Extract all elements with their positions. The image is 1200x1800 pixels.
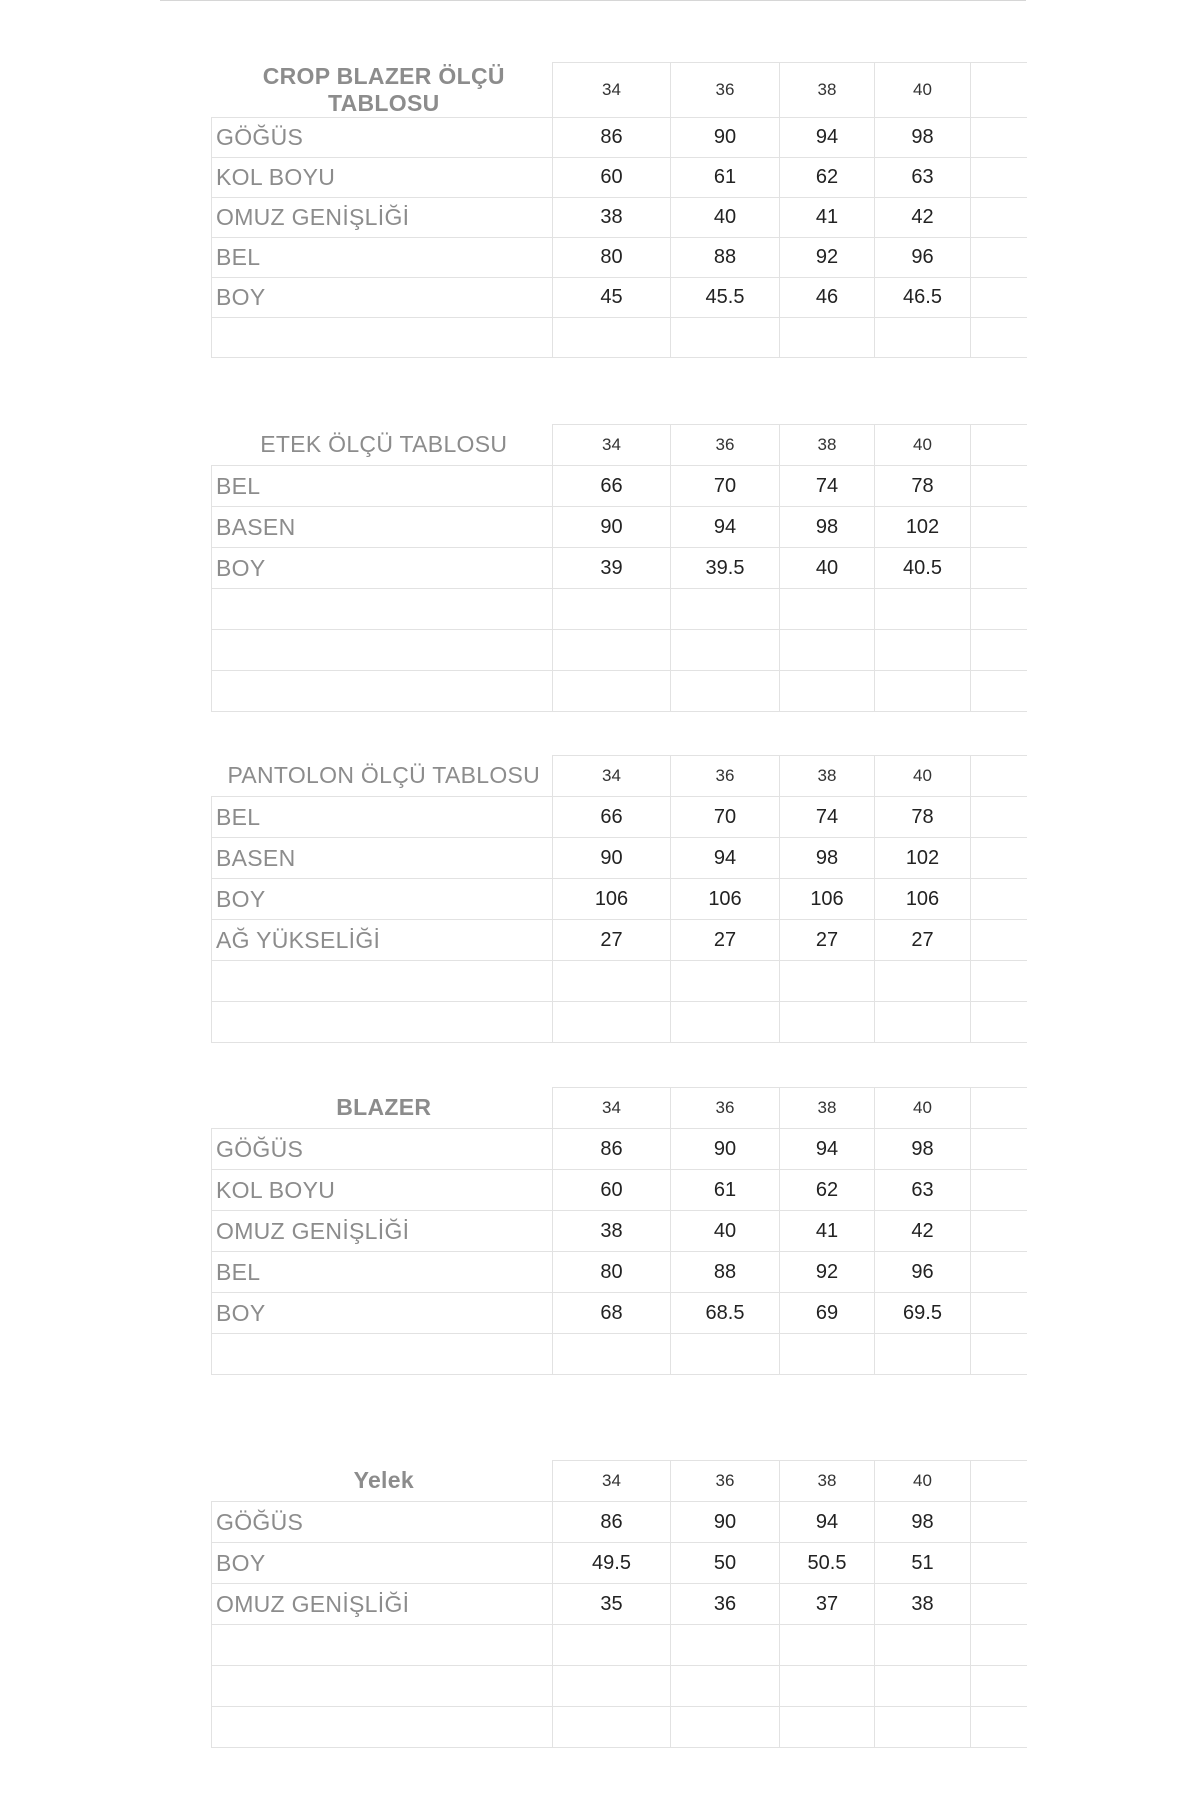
- empty-cell: [671, 961, 780, 1002]
- empty-cell: [971, 317, 1027, 357]
- table-title: BLAZER: [212, 1088, 553, 1129]
- empty-cell: [971, 277, 1027, 317]
- table-row: [212, 1170, 1027, 1211]
- measurement-value: 27: [671, 920, 780, 961]
- measurement-value: 51: [875, 1543, 971, 1584]
- empty-row: [212, 1707, 1027, 1748]
- measurement-value: 96: [875, 1252, 971, 1293]
- measurement-value: 94: [671, 507, 780, 548]
- measurement-value: 63: [875, 157, 971, 197]
- measurement-value: 78: [875, 797, 971, 838]
- table-title: ETEK ÖLÇÜ TABLOSU: [212, 425, 553, 466]
- empty-row: [212, 1666, 1027, 1707]
- empty-cell: [971, 237, 1027, 277]
- size-header-40: 40: [875, 1461, 971, 1502]
- measurement-value: 94: [780, 1502, 875, 1543]
- empty-cell: [212, 671, 553, 712]
- measurement-label: BEL: [212, 797, 553, 838]
- measurement-value: 35: [553, 1584, 671, 1625]
- measurement-value: 42: [875, 197, 971, 237]
- empty-cell: [875, 317, 971, 357]
- measurement-value: 61: [671, 157, 780, 197]
- size-header-36: 36: [671, 425, 780, 466]
- empty-cell: [671, 317, 780, 357]
- measurement-label: KOL BOYU: [212, 1170, 553, 1211]
- measurement-value: 80: [553, 237, 671, 277]
- measurement-value: 39.5: [671, 548, 780, 589]
- empty-cell: [671, 1002, 780, 1043]
- measurement-value: 62: [780, 1170, 875, 1211]
- measurement-value: 90: [671, 1129, 780, 1170]
- empty-cell: [971, 1211, 1027, 1252]
- measurement-value: 90: [553, 507, 671, 548]
- measurement-value: 38: [553, 1211, 671, 1252]
- pantolon-size-table: [211, 755, 1027, 1043]
- empty-cell: [971, 1707, 1027, 1748]
- empty-cell: [971, 879, 1027, 920]
- table-row: [212, 1211, 1027, 1252]
- empty-cell: [875, 671, 971, 712]
- yelek-size-table: [211, 1460, 1027, 1748]
- empty-cell: [780, 589, 875, 630]
- empty-cell: [671, 589, 780, 630]
- empty-cell: [971, 157, 1027, 197]
- measurement-label: BOY: [212, 548, 553, 589]
- measurement-label: BASEN: [212, 838, 553, 879]
- empty-cell: [971, 961, 1027, 1002]
- empty-cell: [780, 671, 875, 712]
- empty-row: [212, 1334, 1027, 1375]
- table-header-row: [212, 756, 1027, 797]
- measurement-label: GÖĞÜS: [212, 117, 553, 157]
- table-row: [212, 277, 1027, 317]
- empty-cell: [553, 1625, 671, 1666]
- empty-row: [212, 961, 1027, 1002]
- empty-cell: [971, 589, 1027, 630]
- measurement-label: BASEN: [212, 507, 553, 548]
- empty-cell: [553, 1334, 671, 1375]
- measurement-value: 88: [671, 1252, 780, 1293]
- measurement-value: 94: [780, 117, 875, 157]
- empty-row: [212, 317, 1027, 357]
- empty-cell: [971, 1002, 1027, 1043]
- empty-cell: [971, 197, 1027, 237]
- table-row: [212, 157, 1027, 197]
- empty-cell: [671, 1334, 780, 1375]
- blazer-size-table: [211, 1087, 1027, 1375]
- empty-cell: [971, 1502, 1027, 1543]
- measurement-value: 62: [780, 157, 875, 197]
- measurement-label: BOY: [212, 1543, 553, 1584]
- measurement-value: 68.5: [671, 1293, 780, 1334]
- measurement-value: 60: [553, 1170, 671, 1211]
- measurement-label: GÖĞÜS: [212, 1502, 553, 1543]
- size-header-34: 34: [553, 1088, 671, 1129]
- measurement-value: 46: [780, 277, 875, 317]
- measurement-value: 66: [553, 466, 671, 507]
- size-header-38: 38: [780, 756, 875, 797]
- measurement-value: 86: [553, 1129, 671, 1170]
- measurement-value: 50.5: [780, 1543, 875, 1584]
- measurement-value: 61: [671, 1170, 780, 1211]
- measurement-value: 36: [671, 1584, 780, 1625]
- empty-cell: [875, 1625, 971, 1666]
- empty-cell: [971, 838, 1027, 879]
- measurement-value: 41: [780, 1211, 875, 1252]
- measurement-value: 98: [780, 838, 875, 879]
- top-divider: [160, 0, 1026, 1]
- empty-cell: [780, 1666, 875, 1707]
- size-header-38: 38: [780, 425, 875, 466]
- empty-cell: [553, 1002, 671, 1043]
- size-header-40: 40: [875, 63, 971, 118]
- empty-cell: [212, 317, 553, 357]
- table-row: [212, 1584, 1027, 1625]
- empty-cell: [780, 1625, 875, 1666]
- empty-cell: [671, 1625, 780, 1666]
- empty-cell: [212, 1666, 553, 1707]
- size-header-38: 38: [780, 1461, 875, 1502]
- size-header-34: 34: [553, 756, 671, 797]
- table-title: CROP BLAZER ÖLÇÜ TABLOSU: [212, 63, 553, 118]
- measurement-value: 106: [875, 879, 971, 920]
- measurement-value: 98: [875, 117, 971, 157]
- empty-cell: [971, 1088, 1027, 1129]
- measurement-value: 40: [780, 548, 875, 589]
- empty-cell: [971, 1334, 1027, 1375]
- table-row: [212, 197, 1027, 237]
- measurement-value: 92: [780, 237, 875, 277]
- empty-cell: [971, 1252, 1027, 1293]
- measurement-value: 78: [875, 466, 971, 507]
- empty-cell: [971, 756, 1027, 797]
- empty-cell: [553, 317, 671, 357]
- empty-cell: [971, 425, 1027, 466]
- table-row: [212, 920, 1027, 961]
- measurement-value: 74: [780, 466, 875, 507]
- measurement-value: 66: [553, 797, 671, 838]
- measurement-label: BEL: [212, 1252, 553, 1293]
- empty-cell: [875, 589, 971, 630]
- empty-cell: [875, 1334, 971, 1375]
- empty-cell: [971, 1543, 1027, 1584]
- table-title: PANTOLON ÖLÇÜ TABLOSU: [212, 756, 553, 797]
- measurement-label: BEL: [212, 237, 553, 277]
- empty-cell: [553, 630, 671, 671]
- empty-cell: [212, 1334, 553, 1375]
- size-header-34: 34: [553, 425, 671, 466]
- table-row: [212, 879, 1027, 920]
- table-header-row: [212, 1461, 1027, 1502]
- empty-cell: [971, 630, 1027, 671]
- empty-cell: [212, 630, 553, 671]
- table-row: [212, 797, 1027, 838]
- measurement-value: 41: [780, 197, 875, 237]
- size-header-34: 34: [553, 1461, 671, 1502]
- empty-cell: [971, 671, 1027, 712]
- empty-cell: [971, 1666, 1027, 1707]
- measurement-value: 106: [780, 879, 875, 920]
- empty-cell: [971, 1461, 1027, 1502]
- empty-cell: [780, 317, 875, 357]
- table-header-row: [212, 63, 1027, 118]
- table-header-row: [212, 425, 1027, 466]
- empty-cell: [971, 548, 1027, 589]
- measurement-value: 98: [875, 1502, 971, 1543]
- size-header-36: 36: [671, 63, 780, 118]
- table-row: [212, 237, 1027, 277]
- empty-row: [212, 1002, 1027, 1043]
- measurement-value: 60: [553, 157, 671, 197]
- empty-cell: [971, 1170, 1027, 1211]
- measurement-value: 90: [553, 838, 671, 879]
- table-row: [212, 1502, 1027, 1543]
- table-row: [212, 1252, 1027, 1293]
- empty-cell: [671, 671, 780, 712]
- empty-cell: [212, 961, 553, 1002]
- measurement-value: 49.5: [553, 1543, 671, 1584]
- measurement-value: 98: [875, 1129, 971, 1170]
- table-row: [212, 838, 1027, 879]
- empty-cell: [971, 63, 1027, 118]
- measurement-value: 68: [553, 1293, 671, 1334]
- empty-cell: [212, 1625, 553, 1666]
- measurement-label: KOL BOYU: [212, 157, 553, 197]
- measurement-label: OMUZ GENİŞLİĞİ: [212, 197, 553, 237]
- empty-cell: [875, 1707, 971, 1748]
- size-header-38: 38: [780, 1088, 875, 1129]
- measurement-value: 70: [671, 797, 780, 838]
- measurement-value: 27: [780, 920, 875, 961]
- empty-cell: [553, 1707, 671, 1748]
- measurement-label: BOY: [212, 879, 553, 920]
- table-row: [212, 1129, 1027, 1170]
- table-row: [212, 507, 1027, 548]
- table-row: [212, 466, 1027, 507]
- measurement-value: 46.5: [875, 277, 971, 317]
- empty-cell: [971, 1625, 1027, 1666]
- empty-cell: [780, 1707, 875, 1748]
- measurement-value: 27: [553, 920, 671, 961]
- measurement-value: 27: [875, 920, 971, 961]
- measurement-value: 38: [875, 1584, 971, 1625]
- measurement-label: OMUZ GENİŞLİĞİ: [212, 1211, 553, 1252]
- empty-cell: [553, 589, 671, 630]
- empty-cell: [553, 671, 671, 712]
- empty-cell: [875, 630, 971, 671]
- measurement-value: 102: [875, 838, 971, 879]
- empty-cell: [553, 1666, 671, 1707]
- measurement-value: 98: [780, 507, 875, 548]
- table-row: [212, 1543, 1027, 1584]
- measurement-value: 50: [671, 1543, 780, 1584]
- etek-size-table: [211, 424, 1027, 712]
- measurement-label: BEL: [212, 466, 553, 507]
- empty-cell: [971, 1584, 1027, 1625]
- table-header-row: [212, 1088, 1027, 1129]
- empty-cell: [671, 1666, 780, 1707]
- measurement-value: 37: [780, 1584, 875, 1625]
- measurement-value: 106: [553, 879, 671, 920]
- measurement-value: 39: [553, 548, 671, 589]
- empty-cell: [212, 1707, 553, 1748]
- empty-cell: [671, 1707, 780, 1748]
- empty-cell: [671, 630, 780, 671]
- empty-cell: [971, 797, 1027, 838]
- measurement-value: 70: [671, 466, 780, 507]
- empty-cell: [553, 961, 671, 1002]
- measurement-label: AĞ YÜKSELİĞİ: [212, 920, 553, 961]
- empty-cell: [780, 1002, 875, 1043]
- size-header-36: 36: [671, 756, 780, 797]
- size-header-36: 36: [671, 1088, 780, 1129]
- measurement-value: 45: [553, 277, 671, 317]
- empty-cell: [875, 961, 971, 1002]
- empty-row: [212, 630, 1027, 671]
- measurement-value: 40.5: [875, 548, 971, 589]
- empty-row: [212, 1625, 1027, 1666]
- measurement-value: 90: [671, 117, 780, 157]
- measurement-value: 90: [671, 1502, 780, 1543]
- measurement-value: 74: [780, 797, 875, 838]
- measurement-label: BOY: [212, 277, 553, 317]
- measurement-value: 42: [875, 1211, 971, 1252]
- empty-cell: [212, 589, 553, 630]
- empty-cell: [780, 630, 875, 671]
- empty-cell: [971, 1129, 1027, 1170]
- empty-cell: [971, 920, 1027, 961]
- size-header-36: 36: [671, 1461, 780, 1502]
- empty-cell: [971, 466, 1027, 507]
- table-row: [212, 117, 1027, 157]
- empty-cell: [212, 1002, 553, 1043]
- measurement-value: 92: [780, 1252, 875, 1293]
- table-title: Yelek: [212, 1461, 553, 1502]
- empty-cell: [971, 1293, 1027, 1334]
- table-row: [212, 548, 1027, 589]
- measurement-value: 96: [875, 237, 971, 277]
- size-header-38: 38: [780, 63, 875, 118]
- size-header-40: 40: [875, 756, 971, 797]
- measurement-value: 106: [671, 879, 780, 920]
- measurement-value: 86: [553, 1502, 671, 1543]
- measurement-value: 38: [553, 197, 671, 237]
- size-header-40: 40: [875, 425, 971, 466]
- measurement-value: 69.5: [875, 1293, 971, 1334]
- measurement-value: 45.5: [671, 277, 780, 317]
- measurement-value: 102: [875, 507, 971, 548]
- table-row: [212, 1293, 1027, 1334]
- measurement-value: 86: [553, 117, 671, 157]
- empty-cell: [971, 507, 1027, 548]
- crop-blazer-size-table: [211, 62, 1027, 358]
- measurement-label: OMUZ GENİŞLİĞİ: [212, 1584, 553, 1625]
- empty-row: [212, 671, 1027, 712]
- measurement-value: 63: [875, 1170, 971, 1211]
- empty-cell: [875, 1666, 971, 1707]
- measurement-label: GÖĞÜS: [212, 1129, 553, 1170]
- measurement-value: 88: [671, 237, 780, 277]
- size-header-40: 40: [875, 1088, 971, 1129]
- measurement-value: 69: [780, 1293, 875, 1334]
- measurement-value: 94: [780, 1129, 875, 1170]
- empty-cell: [780, 1334, 875, 1375]
- empty-cell: [971, 117, 1027, 157]
- empty-cell: [875, 1002, 971, 1043]
- empty-cell: [780, 961, 875, 1002]
- empty-row: [212, 589, 1027, 630]
- measurement-value: 80: [553, 1252, 671, 1293]
- measurement-value: 94: [671, 838, 780, 879]
- measurement-value: 40: [671, 1211, 780, 1252]
- measurement-label: BOY: [212, 1293, 553, 1334]
- measurement-value: 40: [671, 197, 780, 237]
- size-header-34: 34: [553, 63, 671, 118]
